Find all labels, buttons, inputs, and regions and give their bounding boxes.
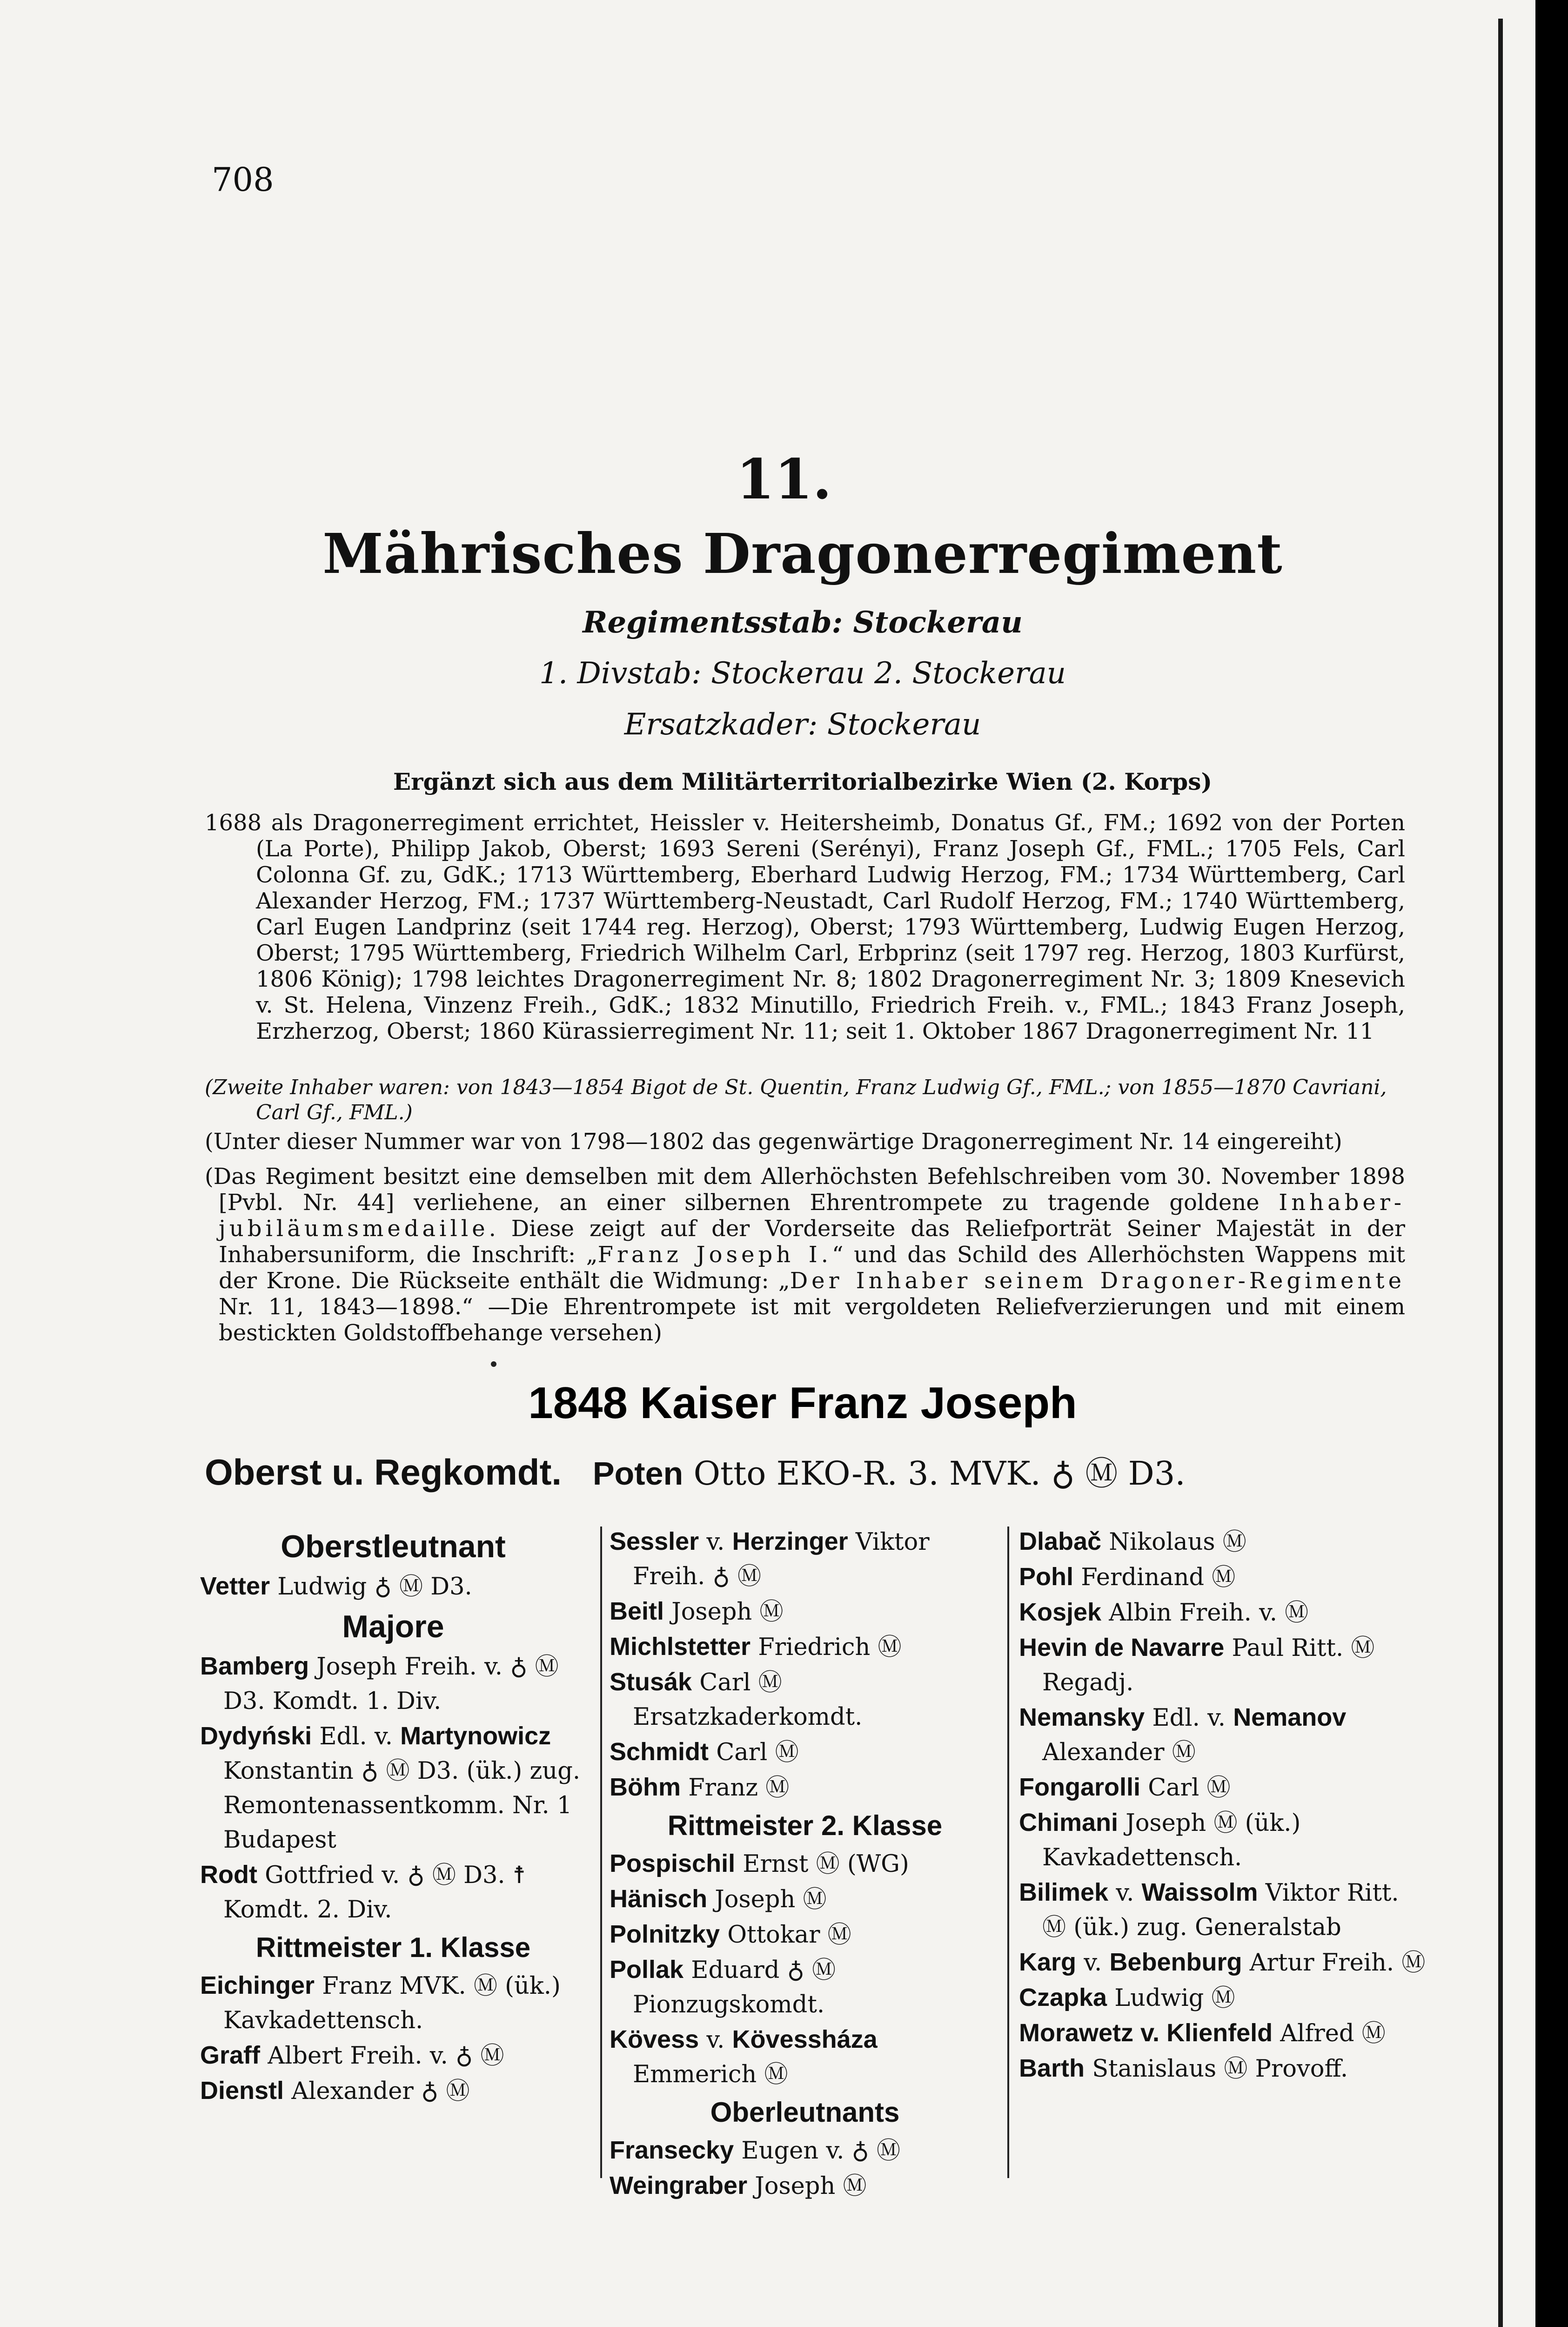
officer-name: Stusák [610, 1668, 692, 1696]
officer-entry [200, 2038, 586, 2073]
officer-entry [610, 2168, 1000, 2204]
officer-details: Albin Freih. v. Ⓜ [1101, 1599, 1309, 1627]
officer-details: Ernst Ⓜ (WG) [735, 1850, 909, 1878]
note-numbering: (Unter dieser Nummer war von 1798—1802 das gegenwärtige Dragonerregiment Nr. 14 eingereiht) [205, 1129, 1342, 1155]
officer-name: Beitl [610, 1597, 664, 1625]
officer-details: Franz MVK. Ⓜ (ük.) Kavkadettensch. [223, 1972, 561, 2034]
officer-name: Bebenburg [1109, 1948, 1242, 1976]
regiment-history [205, 810, 1405, 1044]
officer-details: Stanislaus Ⓜ Provoff. [1085, 2055, 1348, 2083]
officer-details: Alexander Ⓜ [1042, 1739, 1196, 1766]
officer-details: Carl Ⓜ [709, 1739, 799, 1766]
officer-entry [610, 2022, 1000, 2092]
officer-details: Friedrich Ⓜ [750, 1634, 902, 1661]
officer-particle: v. [1108, 1879, 1142, 1907]
officer-entry [1019, 1770, 1428, 1805]
binding-shadow [1498, 19, 1503, 2327]
officer-name: Eichinger [200, 1971, 315, 1999]
note-medal-spaced: Inhaber-jubiläumsmedaille [219, 1190, 1405, 1242]
officer-name: Fongarolli [1019, 1773, 1140, 1801]
officer-name: Sessler [610, 1527, 699, 1555]
note-medal-text: “ und das Schild des Allerhöchsten Wappens mit der Krone. Die Rückseite enthält die Widmung: „ [219, 1242, 1406, 1294]
officer-details: Alexander ♁ Ⓜ [284, 2078, 470, 2105]
history-text: 1688 als Dragonerregiment errichtet, Heissler v. Heitersheimb, Donatus Gf., FM.; 1692 von der Porten (La Porte), Philipp Jakob, Oberst; 1693 Sereni (Serényi), Franz Joseph Gf., FML.; 1705 Fels, Carl Colonna Gf. zu, GdK.; 1713 Württemberg, Eberhard Ludwig Herzog, FM.; 1734 Württemberg, Carl Alexander Herzog, FM.; 1737 Württemberg-Neustadt, Carl Rudolf Herzog, FM.; 1740 Württemberg, Carl Eugen Landprinz (seit 1744 reg. Herzog), Oberst; 1793 Württemberg, Ludwig Eugen Herzog, Oberst; 1795 Württemberg, Friedrich Wilhelm Carl, Erbprinz (seit 1797 reg. Herzog, 1803 Kurfürst, 1806 König); 1798 leichtes Dragonerregiment Nr. 8; 1802 Dragonerregiment Nr. 3; 1809 Knesevich v. St. Helena, Vinzenz Freih., GdK.; 1832 Minutillo, Friedrich Freih. v., FML.; 1843 Franz Joseph, Erzherzog, Oberst; 1860 Kürassierregiment Nr. 11; seit 1. Oktober 1867 Dragonerregiment Nr. 11 [205, 810, 1405, 1044]
officer-name: Karg [1019, 1948, 1077, 1976]
ersatzkader: Ersatzkader: Stockerau [624, 707, 981, 742]
officer-entry [610, 1735, 1000, 1770]
officer-name: Pohl [1019, 1563, 1073, 1591]
officer-name: Kövess [610, 2025, 699, 2053]
officer-details: Nikolaus Ⓜ [1101, 1528, 1246, 1556]
heading-majore: Majore [342, 1609, 444, 1644]
officer-entry [1019, 1630, 1428, 1700]
officer-details: Konstantin ♁ Ⓜ D3. (ük.) zug. Remontenassentkomm. Nr. 1 Budapest [223, 1757, 581, 1854]
officer-particle: v. [699, 1528, 732, 1556]
officer-name: Fransecky [610, 2136, 734, 2164]
note-medal-text: (Das Regiment besitzt eine demselben mit dem Allerhöchsten Befehlschreiben vom 30. November 1898 [Pvbl. Nr. 44] verliehene, an einer silbernen Ehrentrompete zu tragende goldene [205, 1164, 1405, 1216]
officer-entry [610, 1882, 1000, 1917]
column-rule [600, 1527, 602, 2178]
officer-name: Dydyński [200, 1722, 312, 1750]
officer-details: Joseph Ⓜ (ük.) Kavkadettensch. [1042, 1809, 1301, 1871]
officer-name: Barth [1019, 2054, 1085, 2082]
officer-entry [610, 1917, 1000, 1952]
officer-name: Bamberg [200, 1652, 309, 1680]
commander-name: Poten [592, 1455, 683, 1492]
commander-rank: Oberst u. Regkomdt. [205, 1452, 562, 1493]
regiment-commander [205, 1447, 1186, 1494]
officer-name: Pospischil [610, 1849, 736, 1877]
officer-particle: Edl. v. [312, 1723, 401, 1750]
officer-name: Kosjek [1019, 1598, 1102, 1626]
officer-entry [1019, 1945, 1428, 1980]
ink-dot [491, 1361, 496, 1367]
officer-entry [610, 1629, 1000, 1665]
officer-details: Ferdinand Ⓜ [1073, 1564, 1236, 1591]
officer-entry [1019, 1524, 1428, 1560]
officer-name: Polnitzky [610, 1920, 720, 1948]
officer-details: Carl Ⓜ [1140, 1774, 1231, 1802]
officer-name: Michlstetter [610, 1633, 751, 1661]
heading-rittmeister-2: Rittmeister 2. Klasse [667, 1810, 943, 1841]
second-owners-note: (Zweite Inhaber waren: von 1843—1854 Bigot de St. Quentin, Franz Ludwig Gf., FML.; von 1855—1870 Cavriani, Carl Gf., FML.) [205, 1076, 1387, 1124]
officer-entry [200, 2073, 586, 2109]
officer-details: Gottfried v. ♁ Ⓜ D3. ☨ Komdt. 2. Div. [223, 1862, 526, 1923]
officer-entry [610, 1665, 1000, 1735]
officer-name: Czapka [1019, 1984, 1107, 2011]
note-medal [205, 1164, 1405, 1346]
officer-details: Alfred Ⓜ [1273, 2020, 1386, 2047]
officer-name: Martynowicz [400, 1722, 551, 1750]
officer-name: Hevin de Navarre [1019, 1634, 1225, 1661]
divisionsstab: 1. Divstab: Stockerau 2. Stockerau [539, 656, 1066, 691]
officer-name: Pollak [610, 1956, 684, 1984]
regiment-owner: 1848 Kaiser Franz Joseph [528, 1378, 1077, 1428]
officer-details: Carl Ⓜ Ersatzkaderkomdt. [633, 1669, 863, 1731]
officer-name: Dienstl [200, 2077, 284, 2105]
officer-details: Emmerich Ⓜ [633, 2061, 788, 2088]
officer-entry [1019, 2016, 1428, 2051]
officers-column-2 [610, 1524, 1000, 2204]
officer-name: Nemanov [1233, 1703, 1347, 1731]
officers-column-3 [1019, 1524, 1428, 2086]
officer-name: Graff [200, 2041, 261, 2069]
officer-name: Dlabač [1019, 1527, 1102, 1555]
officer-entry [610, 1770, 1000, 1805]
officer-name: Bilimek [1019, 1878, 1109, 1906]
officer-name: Waissolm [1141, 1878, 1258, 1906]
officer-entry [610, 1594, 1000, 1629]
officer-details: Joseph Ⓜ [747, 2172, 867, 2200]
officers-column-1 [200, 1524, 586, 2109]
note-medal-text: . Diese zeigt auf der Vorderseite das Reliefporträt Seiner Majestät in der Inhabersuniform, die Inschrift: „ [219, 1216, 1405, 1268]
note-medal-inscription: Franz Joseph I. [597, 1242, 832, 1268]
page-number: 708 [212, 161, 274, 199]
officer-particle: v. [1076, 1949, 1110, 1977]
note-medal-text: Nr. 11, 1843—1898.“ —Die Ehrentrompete ist mit vergoldeten Reliefverzierungen und mit einem bestickten Goldstoffbehange versehen) [219, 1294, 1405, 1346]
scan-border [1535, 0, 1568, 2327]
regiment-title: Mährisches Dragonerregiment [322, 521, 1283, 586]
bleed-through [354, 233, 361, 258]
officer-name: Schmidt [610, 1738, 709, 1766]
officer-name: Morawetz v. Klienfeld [1019, 2019, 1273, 2047]
officer-entry [1019, 1805, 1428, 1875]
officer-entry [610, 1846, 1000, 1882]
officer-details: Eduard ♁ Ⓜ Pionzugskomdt. [633, 1957, 836, 2018]
officer-entry [1019, 1700, 1428, 1770]
officer-entry [200, 1719, 586, 1857]
officer-name: Hänisch [610, 1885, 708, 1913]
officer-particle: v. [699, 2026, 732, 2054]
officer-entry [200, 1857, 586, 1927]
recruitment-district: Ergänzt sich aus dem Militärterritorialbezirke Wien (2. Korps) [393, 768, 1212, 795]
officer-entry [1019, 1560, 1428, 1595]
officer-name: Kövessháza [732, 2025, 878, 2053]
officer-details: Viktor Ritt. Ⓜ (ük.) zug. Generalstab [1042, 1879, 1399, 1941]
officer-entry [610, 1952, 1000, 2022]
officer-details: Joseph Freih. v. ♁ Ⓜ D3. Komdt. 1. Div. [223, 1653, 559, 1715]
officer-particle: Edl. v. [1145, 1704, 1233, 1732]
officer-details: Joseph Ⓜ [664, 1598, 784, 1626]
officer-details: Artur Freih. Ⓜ [1242, 1949, 1426, 1977]
heading-oberleutnants: Oberleutnants [710, 2097, 900, 2128]
regiment-number: 11. [736, 447, 832, 511]
officer-details: Ottokar Ⓜ [720, 1921, 851, 1949]
heading-rittmeister-1: Rittmeister 1. Klasse [255, 1932, 531, 1963]
officer-entry [1019, 1980, 1428, 2016]
heading-oberstleutnant: Oberstleutnant [281, 1529, 506, 1564]
officer-details: Franz Ⓜ [680, 1774, 790, 1802]
officer-entry [1019, 2051, 1428, 2086]
officer-details: Paul Ritt. Ⓜ Regadj. [1042, 1634, 1375, 1696]
officer-entry [200, 1968, 586, 2038]
commander-details: Otto EKO-R. 3. MVK. ♁ Ⓜ D3. [693, 1454, 1186, 1493]
officer-name: Nemansky [1019, 1703, 1145, 1731]
officer-entry [610, 2133, 1000, 2168]
officer-details: Ludwig Ⓜ [1107, 1984, 1235, 2012]
officer-details: Ludwig ♁ Ⓜ D3. [270, 1573, 472, 1601]
officer-name: Chimani [1019, 1809, 1119, 1836]
officer-name: Weingraber [610, 2172, 748, 2199]
officer-name: Herzinger [732, 1527, 848, 1555]
officer-name: Böhm [610, 1773, 681, 1801]
note-medal-dedication: Der Inhaber seinem Dragoner-Regimente [790, 1268, 1405, 1294]
officer-entry [200, 1649, 586, 1719]
officer-entry [200, 1569, 586, 1604]
officer-name: Vetter [200, 1572, 270, 1600]
officer-details: Albert Freih. v. ♁ Ⓜ [260, 2042, 504, 2070]
column-rule [1007, 1527, 1009, 2178]
officer-entry [1019, 1875, 1428, 1945]
officer-name: Rodt [200, 1861, 257, 1889]
officer-details: Joseph Ⓜ [707, 1886, 827, 1913]
officer-entry [610, 1524, 1000, 1594]
regimentsstab: Regimentsstab: Stockerau [583, 605, 1023, 640]
officer-details: Eugen v. ♁ Ⓜ [734, 2137, 901, 2165]
officer-details: Viktor Freih. ♁ Ⓜ [633, 1528, 930, 1590]
officer-entry [1019, 1595, 1428, 1630]
